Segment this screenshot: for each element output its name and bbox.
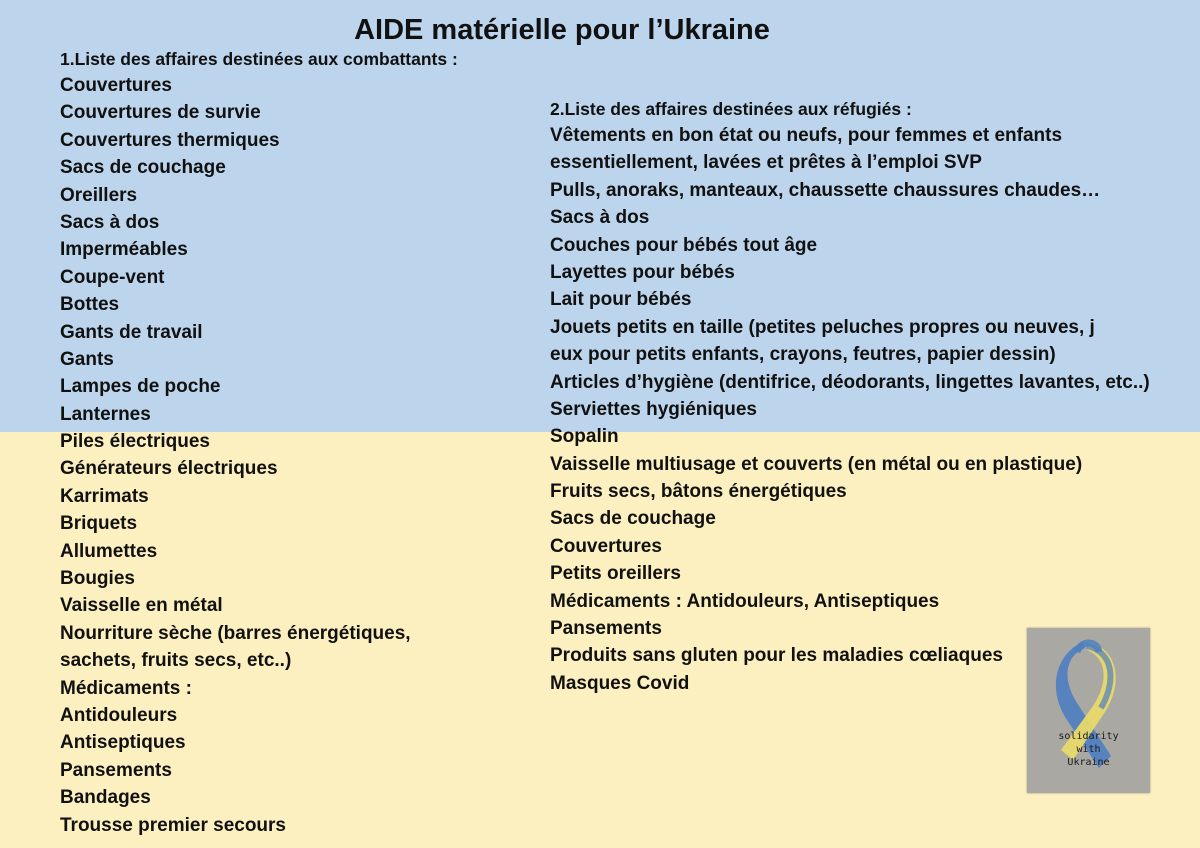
list-item: Pansements [60,759,172,781]
list-item: Couches pour bébés tout âge [550,234,818,256]
list-item: Vaisselle en métal [60,595,223,617]
page-title: AIDE matérielle pour l’Ukraine [354,14,770,46]
list-item: Couvertures de survie [60,102,261,124]
list-item: Couvertures thermiques [60,129,280,151]
list-item: Sacs de couchage [60,157,226,179]
refugees-list [550,122,1190,697]
list-item: Fruits secs, bâtons énergétiques [550,481,847,503]
list-item: Sopalin [550,426,619,448]
list-item: Gants [60,348,114,370]
list-item: Gants de travail [60,321,203,343]
list-item: Bottes [60,294,120,316]
list-item: Médicaments : Antidouleurs, Antiseptiques [550,590,940,612]
list-item: Articles d’hygiène (dentifrice, déodorants, lingettes lavantes, etc..) [550,371,1150,393]
list-item: eux pour petits enfants, crayons, feutres, papier dessin) [550,344,1056,366]
combatants-section [60,46,530,839]
ribbon-caption-line-2: with [1076,744,1101,755]
list-item: Bandages [60,787,151,809]
list-item: Antiseptiques [60,732,186,754]
list-item: Oreillers [60,184,138,206]
list-item: Lampes de poche [60,376,221,398]
combatants-heading: 1.Liste des affaires destinées aux combattants : [60,49,458,69]
list-item: Coupe-vent [60,266,165,288]
list-item: essentiellement, lavées et prêtes à l’emploi SVP [550,152,982,174]
list-item: Sacs à dos [550,207,650,229]
list-item: Produits sans gluten pour les maladies cœliaques [550,645,1003,667]
list-item: Sacs de couchage [550,508,716,530]
list-item: Piles électriques [60,431,210,453]
combatants-list [60,72,530,839]
list-item: Lait pour bébés [550,289,692,311]
list-item: Masques Covid [550,672,690,694]
list-item: Serviettes hygiéniques [550,398,757,420]
list-item: Générateurs électriques [60,458,278,480]
list-item: Pulls, anoraks, manteaux, chaussette chaussures chaudes… [550,179,1101,201]
list-item: Briquets [60,513,138,535]
list-item: Couvertures [60,75,172,96]
ribbon-caption-line-1: solidarity [1058,731,1119,742]
list-item: Allumettes [60,540,158,562]
list-item: Karrimats [60,485,149,507]
list-item: Jouets petits en taille (petites peluches propres ou neuves, j [550,316,1095,338]
list-item: Lanternes [60,403,151,425]
list-item: Vaisselle multiusage et couverts (en métal ou en plastique) [550,453,1083,475]
list-item: Nourriture sèche (barres énergétiques, [60,622,411,644]
list-item: Pansements [550,618,662,640]
list-item: Petits oreillers [550,563,681,585]
ribbon-caption-line-3: Ukraine [1067,757,1110,768]
refugees-heading: 2.Liste des affaires destinées aux réfugiés : [550,99,912,119]
list-item: Sacs à dos [60,211,160,233]
list-item: Trousse premier secours [60,814,286,836]
list-item: sachets, fruits secs, etc..) [60,650,292,672]
list-item: Vêtements en bon état ou neufs, pour femmes et enfants [550,125,1063,146]
list-item: Bougies [60,568,135,590]
list-item: Imperméables [60,239,188,261]
refugees-section [550,96,1190,697]
list-item: Médicaments : [60,677,192,699]
solidarity-ribbon-image [1027,628,1150,793]
list-item: Antidouleurs [60,704,178,726]
list-item: Layettes pour bébés [550,261,735,283]
list-item: Couvertures [550,535,662,557]
